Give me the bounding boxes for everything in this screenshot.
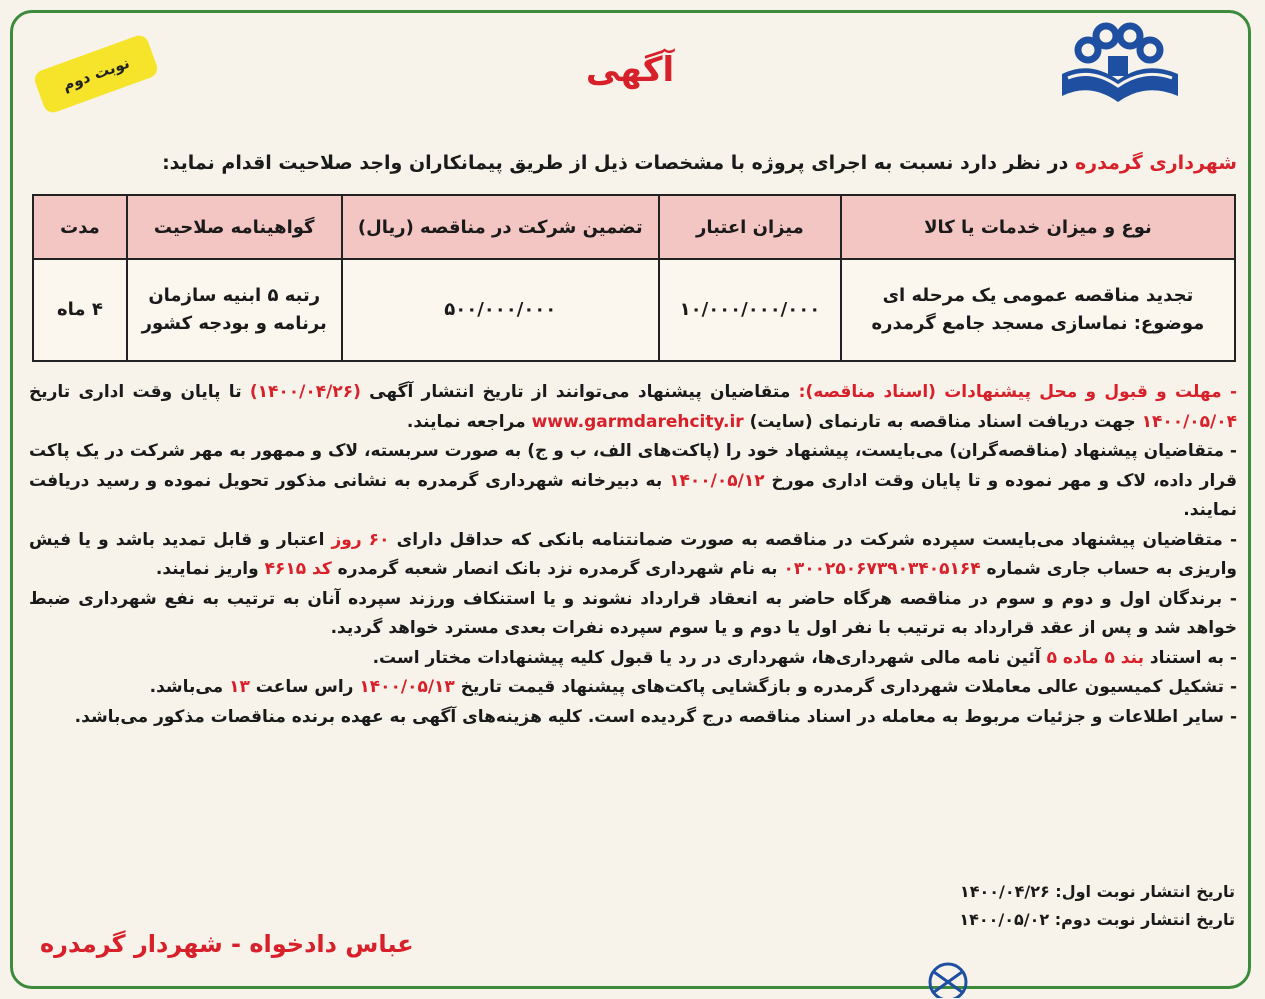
paragraph-deadline xyxy=(29,378,1237,437)
deposit-text-a: - متقاضیان پیشنهاد می‌بایست سپرده شرکت در مناقصه به صورت ضمانتنامه بانکی که حداقل دارای xyxy=(389,529,1237,550)
cell-type xyxy=(841,259,1235,361)
branch-code: کد ۴۶۱۵ xyxy=(264,559,332,579)
cert-line-2: برنامه و بودجه کشور xyxy=(141,313,327,334)
opening-date: ۱۴۰۰/۰۵/۱۳ xyxy=(359,677,455,697)
commission-text-c: می‌باشد. xyxy=(149,677,230,697)
regulation-text-b: آئین نامه مالی شهرداری‌ها، شهرداری در رد یا قبول کلیه پیشنهادات مختار است. xyxy=(372,647,1047,668)
type-line-2: موضوع: نماسازی مسجد جامع گرمدره xyxy=(871,313,1205,334)
table-row xyxy=(33,259,1235,361)
turn-badge: نوبت دوم xyxy=(32,33,160,115)
header-certificate: گواهینامه صلاحیت xyxy=(127,195,342,259)
deposit-text-c: به نام شهرداری گرمدره نزد بانک انصار شعبه گرمدره xyxy=(331,559,784,579)
header-type: نوع و میزان خدمات یا کالا xyxy=(841,195,1235,259)
intro-line xyxy=(32,152,1237,174)
deadline-heading: - مهلت و قبول و محل پیشنهادات (اسناد مناقصه): xyxy=(798,382,1238,402)
cell-guarantee: ۵۰۰/۰۰۰/۰۰۰ xyxy=(342,259,659,361)
terms-body xyxy=(29,378,1237,732)
paragraph-winners: - برندگان اول و دوم و سوم در مناقصه هرگاه حاضر به انعقاد قرارداد نشوند و یا استنکاف ورزند سپرده آنان به ترتیب به نفع شهرداری ضبط خواهد شد و پس از عقد قرارداد به ترتیب با نفر اول یا دوم و یا سوم سپرده نفرات بعدی مسترد خواهد گردید. xyxy=(29,588,1237,638)
header-guarantee: تضمین شرکت در مناقصه (ریال) xyxy=(342,195,659,259)
docs-deadline-date: ۱۴۰۰/۰۵/۰۴ xyxy=(1141,411,1237,432)
paragraph-commission xyxy=(29,673,1237,703)
paragraph-regulation xyxy=(29,644,1237,674)
header-budget: میزان اعتبار xyxy=(659,195,841,259)
page-title: آگهی xyxy=(585,50,675,90)
mayor-signature: عباس دادخواه - شهردار گرمدره xyxy=(40,930,414,958)
cell-certificate xyxy=(127,259,342,361)
guarantee-days: ۶۰ روز xyxy=(331,529,390,550)
deposit-text-b: اعتبار و قابل تمدید باشد و یا فیش واریزی به حساب جاری شماره xyxy=(29,529,1237,579)
table-header-row xyxy=(33,195,1235,259)
submission-date: ۱۴۰۰/۰۵/۱۲ xyxy=(669,470,765,491)
second-publication: تاریخ انتشار نوبت دوم: ۱۴۰۰/۰۵/۰۲ xyxy=(959,910,1235,929)
deadline-text-d: مراجعه نمایند. xyxy=(406,411,532,432)
website-link[interactable]: www.garmdarehcity.ir xyxy=(531,411,744,432)
regulation-text-a: - به استناد xyxy=(1143,647,1237,668)
submission-text-a: - متقاضیان پیشنهاد (مناقصه‌گران) می‌بایست، پیشنهاد خود را (پاکت‌های الف، ب و ج) به صورت سربسته، لاک و ممهور به مهر شرکت در یک پاکت قرار داده، لاک و مهر نموده و تا پایان وقت اداری مورخ xyxy=(29,441,1237,491)
deposit-text-d: واریز نمایند. xyxy=(155,559,265,579)
paragraph-deposit xyxy=(29,526,1237,585)
cell-budget: ۱۰/۰۰۰/۰۰۰/۰۰۰ xyxy=(659,259,841,361)
tender-table xyxy=(32,194,1236,362)
intro-text: در نظر دارد نسبت به اجرای پروژه با مشخصات ذیل از طریق پیمانکاران واجد صلاحیت اقدام نماید: xyxy=(162,152,1075,174)
paragraph-other: - سایر اطلاعات و جزئیات مربوط به معامله در اسناد مناقصه درج گردیده است. کلیه هزینه‌های آگهی به عهده برنده مناقصات مذکور می‌باشد. xyxy=(74,706,1237,727)
opening-hour: ۱۳ xyxy=(229,677,250,697)
deadline-text-c: جهت دریافت اسناد مناقصه به تارنمای (سایت) xyxy=(743,411,1142,432)
account-number: ۰۳۰۰۲۵۰۶۷۳۹۰۳۴۰۵۱۶۴ xyxy=(783,559,981,579)
deadline-text-a: متقاضیان پیشنهاد می‌توانند از تاریخ انتشار آگهی xyxy=(360,382,799,402)
deadline-text-b: تا پایان وقت اداری تاریخ xyxy=(29,382,250,402)
submission-text-b: به دبیرخانه شهرداری گرمدره به نشانی مذکور تحویل نموده و رسید دریافت نمایند. xyxy=(29,470,1237,520)
publish-date: (۱۴۰۰/۰۴/۲۶) xyxy=(249,382,361,402)
regulation-ref: بند ۵ ماده ۵ xyxy=(1046,647,1144,668)
municipality-name: شهرداری گرمدره xyxy=(1074,152,1237,174)
first-publication: تاریخ انتشار نوبت اول: ۱۴۰۰/۰۴/۲۶ xyxy=(959,882,1235,901)
commission-text-a: - تشکیل کمیسیون عالی معاملات شهرداری گرمدره و بازگشایی پاکت‌های پیشنهاد قیمت تاریخ xyxy=(454,677,1237,697)
publication-dates xyxy=(959,878,1235,934)
municipality-logo-icon xyxy=(1050,22,1190,112)
type-line-1: تجدید مناقصه عمومی یک مرحله ای xyxy=(882,285,1194,307)
cert-line-1: رتبه ۵ ابنیه سازمان xyxy=(148,285,321,307)
commission-text-b: راس ساعت xyxy=(249,677,360,697)
stamp-icon xyxy=(912,952,984,998)
header-duration: مدت xyxy=(33,195,127,259)
cell-duration: ۴ ماه xyxy=(33,259,127,361)
paragraph-submission xyxy=(29,437,1237,526)
